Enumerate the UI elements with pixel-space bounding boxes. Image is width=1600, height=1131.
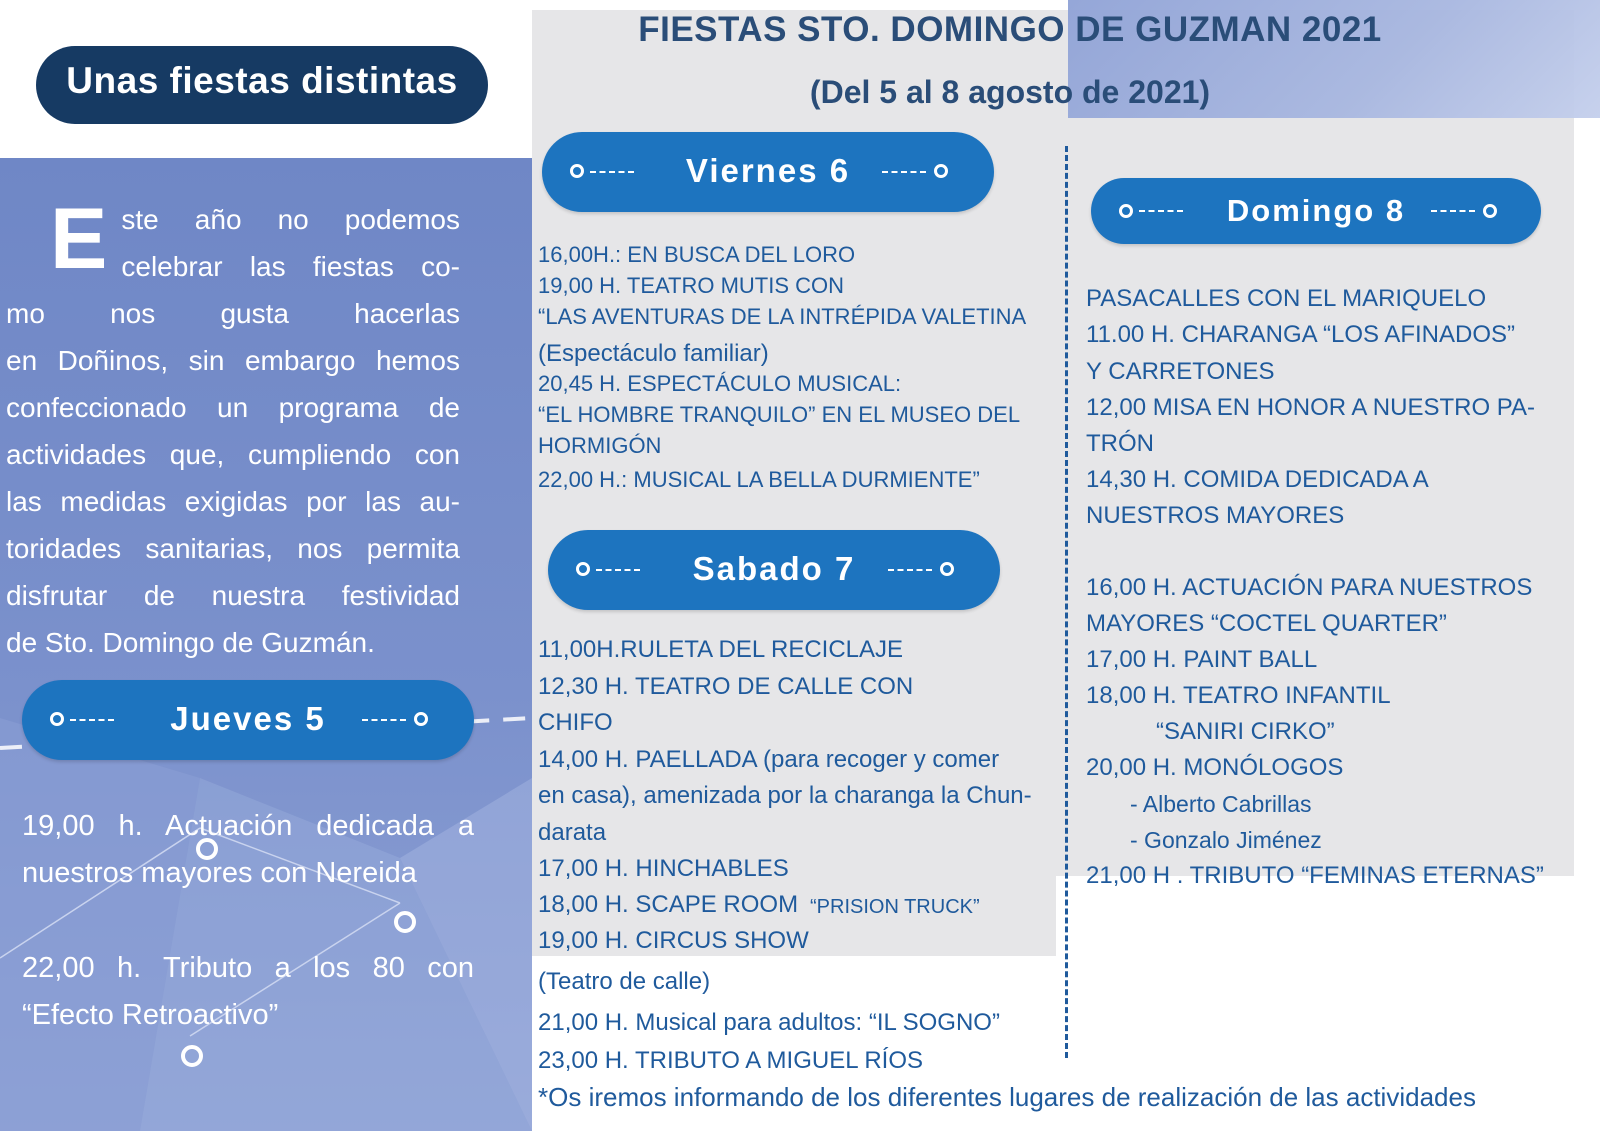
dash-decoration xyxy=(888,569,932,571)
domingo-item: - Alberto Cabrillas xyxy=(1130,791,1312,817)
column-divider xyxy=(1065,146,1068,1058)
day-pill-sabado xyxy=(548,530,1000,610)
sabado-item: 23,00 H. TRIBUTO A MIGUEL RÍOS xyxy=(538,1047,924,1074)
domingo-item: - Gonzalo Jiménez xyxy=(1130,827,1322,853)
ring-icon xyxy=(934,164,948,178)
dash-decoration xyxy=(882,171,926,173)
intro-line: celebrar las fiestas co- xyxy=(121,251,460,282)
ring-icon xyxy=(940,562,954,576)
dash-decoration xyxy=(1431,210,1475,212)
intro-line: las medidas exigidas por las au- xyxy=(6,486,460,517)
domingo-item: NUESTROS MAYORES xyxy=(1086,502,1345,529)
sabado-item: 18,00 H. SCAPE ROOM xyxy=(538,891,799,918)
jueves-item: 19,00 h. Actuación dedicada a nuestros mayores con Nereida xyxy=(22,810,474,889)
program-dates: (Del 5 al 8 agosto de 2021) xyxy=(809,74,1211,110)
viernes-item: 22,00 H.: MUSICAL LA BELLA DURMIENTE” xyxy=(538,467,980,492)
section-heading: Unas fiestas distintas xyxy=(66,60,458,101)
intro-line: ste año no podemos xyxy=(121,204,460,235)
intro-dropcap: E xyxy=(50,191,108,287)
footer-note: *Os iremos informando de los diferentes lugares de realización de las actividades xyxy=(538,1082,1476,1112)
viernes-item: “LAS AVENTURAS DE LA INTRÉPIDA VALETINA xyxy=(538,304,1027,329)
sabado-item: 21,00 H. Musical para adultos: “IL SOGNO” xyxy=(538,1009,1000,1036)
domingo-item: TRÓN xyxy=(1086,430,1154,457)
ring-decoration-icon xyxy=(181,1045,203,1067)
sabado-item: 17,00 H. HINCHABLES xyxy=(538,855,789,882)
domingo-item: 21,00 H . TRIBUTO “FEMINAS ETERNAS” xyxy=(1086,862,1544,889)
sabado-item: 12,30 H. TEATRO DE CALLE CON xyxy=(538,673,914,700)
domingo-item: Y CARRETONES xyxy=(1086,358,1275,385)
viernes-item: (Espectáculo familiar) xyxy=(538,340,769,367)
viernes-item: HORMIGÓN xyxy=(538,433,662,458)
sabado-item-note: “PRISION TRUCK” xyxy=(810,896,980,918)
intro-paragraph xyxy=(6,191,460,666)
domingo-item: 16,00 H. ACTUACIÓN PARA NUESTROS xyxy=(1086,574,1533,601)
day-pill-viernes xyxy=(542,132,994,212)
intro-line: confeccionado un programa de xyxy=(6,392,460,423)
intro-line: mo nos gusta hacerlas xyxy=(6,298,460,329)
viernes-item: 16,00H.: EN BUSCA DEL LORO xyxy=(538,242,856,267)
domingo-item: 20,00 H. MONÓLOGOS xyxy=(1086,754,1344,781)
intro-line: en Doñinos, sin embargo hemos xyxy=(6,345,460,376)
day-label-viernes: Viernes 6 xyxy=(685,152,851,189)
ring-icon xyxy=(1483,204,1497,218)
sabado-item: en casa), amenizada por la charanga la Chun- xyxy=(538,782,1032,809)
day-pill-domingo xyxy=(1091,178,1541,244)
ring-decoration-icon xyxy=(196,838,218,860)
day-label-domingo: Domingo 8 xyxy=(1226,193,1406,228)
domingo-item: PASACALLES CON EL MARIQUELO xyxy=(1086,285,1487,312)
day-label-jueves: Jueves 5 xyxy=(170,700,326,737)
sabado-item: 19,00 H. CIRCUS SHOW xyxy=(538,927,809,954)
domingo-item: 17,00 H. PAINT BALL xyxy=(1086,646,1318,673)
sabado-item: 11,00H.RULETA DEL RECICLAJE xyxy=(538,636,904,663)
intro-line: disfrutar de nuestra festividad xyxy=(6,580,460,611)
domingo-item: 12,00 MISA EN HONOR A NUESTRO PA- xyxy=(1086,394,1536,421)
ring-icon xyxy=(414,712,428,726)
section-heading-pill xyxy=(36,46,488,124)
intro-line: de Sto. Domingo de Guzmán. xyxy=(6,627,375,658)
sabado-item: 14,00 H. PAELLADA (para recoger y comer xyxy=(538,746,1000,773)
day-pill-jueves xyxy=(22,680,474,760)
domingo-item: 11.00 H. CHARANGA “LOS AFINADOS” xyxy=(1086,321,1516,348)
domingo-item: “SANIRI CIRKO” xyxy=(1156,718,1335,745)
domingo-item: 14,30 H. COMIDA DEDICADA A xyxy=(1086,466,1429,493)
sabado-item: (Teatro de calle) xyxy=(538,968,711,995)
domingo-item: 18,00 H. TEATRO INFANTIL xyxy=(1086,682,1391,709)
sabado-item: CHIFO xyxy=(538,709,613,736)
intro-line: toridades sanitarias, nos permita xyxy=(6,533,460,564)
day-label-sabado: Sabado 7 xyxy=(692,550,856,587)
intro-line: actividades que, cumpliendo con xyxy=(6,439,460,470)
dash-decoration xyxy=(362,719,406,721)
viernes-item: 19,00 H. TEATRO MUTIS CON xyxy=(538,273,845,298)
domingo-item: MAYORES “COCTEL QUARTER” xyxy=(1086,610,1447,637)
jueves-item: 22,00 h. Tributo a los 80 con “Efecto Retroactivo” xyxy=(22,952,474,1031)
sabado-item: darata xyxy=(538,819,607,846)
program-title: FIESTAS STO. DOMINGO DE GUZMAN 2021 xyxy=(638,10,1382,49)
viernes-item: “EL HOMBRE TRANQUILO” EN EL MUSEO DEL xyxy=(538,402,1021,427)
ring-decoration-icon xyxy=(394,911,416,933)
viernes-item: 20,45 H. ESPECTÁCULO MUSICAL: xyxy=(538,371,902,396)
